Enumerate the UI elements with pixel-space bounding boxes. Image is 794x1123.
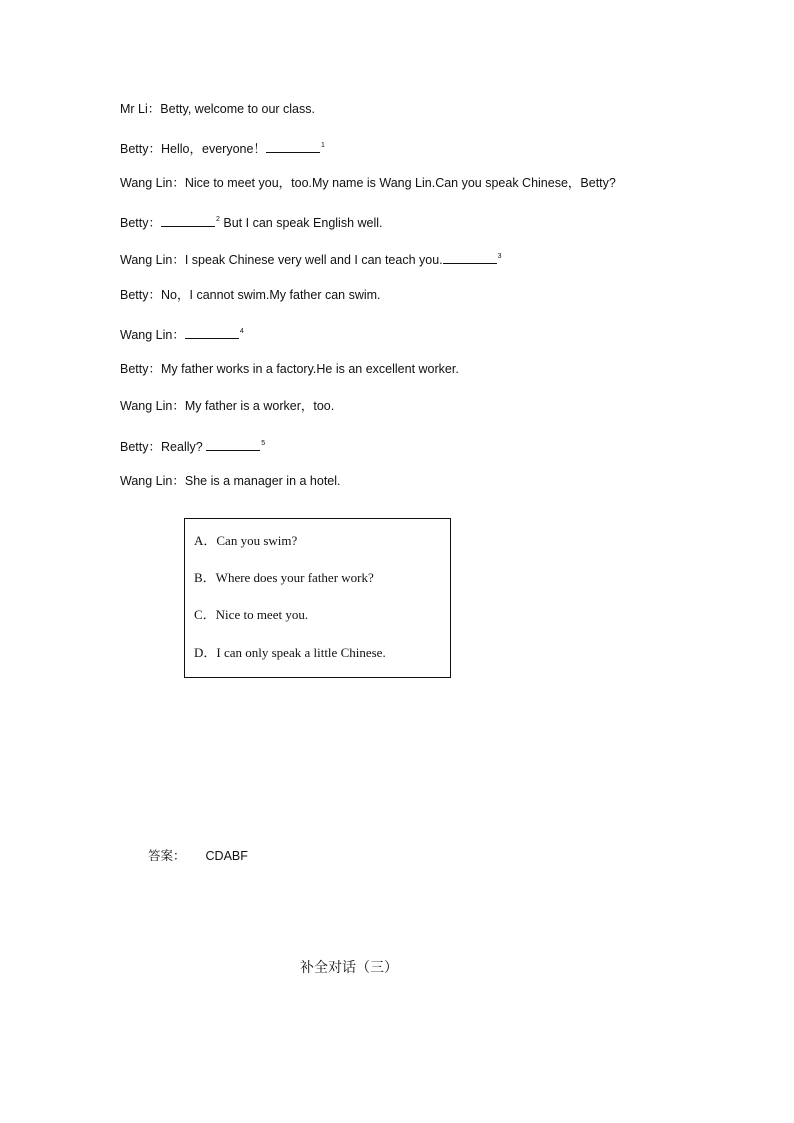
- line-text: Nice to meet you，too.My name is Wang Lin.Can you speak Chinese，Betty?: [184, 176, 616, 190]
- blank-number: 2: [216, 216, 220, 223]
- option-a: A．Can you swim?: [194, 533, 298, 548]
- dialogue-line: [120, 249, 502, 268]
- speaker-separator: ：: [147, 102, 161, 116]
- option-c: C．Nice to meet you.: [194, 607, 309, 622]
- dialogue-line: [120, 287, 381, 303]
- speaker-name: Wang Lin: [120, 176, 173, 190]
- line-text: My father works in a factory.He is an excellent worker.: [161, 362, 459, 376]
- dialogue-line: [120, 138, 325, 157]
- answer-blank: [206, 438, 260, 451]
- option-d: D．I can only speak a little Chinese.: [194, 645, 386, 660]
- speaker-separator: ：: [172, 474, 185, 488]
- options-box: [184, 518, 451, 678]
- speaker-separator: ：: [148, 362, 162, 376]
- line-text-after: But I can speak English well.: [219, 216, 383, 230]
- dialogue-line: [120, 473, 341, 489]
- answer-blank: [185, 326, 239, 339]
- speaker-separator: ：: [172, 176, 185, 190]
- answer-value: CDABF: [205, 849, 248, 863]
- dialogue-line: [120, 175, 616, 191]
- answer-blank: [443, 251, 497, 264]
- speaker-separator: ：: [148, 288, 162, 302]
- line-text: Really?: [161, 440, 207, 454]
- speaker-name: Betty: [120, 216, 149, 230]
- line-text: She is a manager in a hotel.: [184, 474, 341, 488]
- blank-number: 1: [320, 142, 325, 149]
- dialogue-line: [120, 212, 383, 231]
- speaker-separator: ：: [148, 142, 162, 156]
- blank-number: 4: [239, 328, 244, 335]
- speaker-name: Betty: [120, 440, 149, 454]
- speaker-separator: ：: [148, 440, 162, 454]
- answer-blank: [161, 214, 215, 227]
- line-text: My father is a worker，too.: [184, 399, 335, 413]
- speaker-name: Wang Lin: [120, 399, 173, 413]
- line-text: Hello，everyone！: [161, 142, 266, 156]
- dialogue-line: [120, 398, 334, 414]
- dialogue-line: [120, 324, 244, 343]
- speaker-name: Wang Lin: [120, 253, 173, 267]
- section-title: 补全对话（三）: [300, 960, 398, 976]
- dialogue-line: [120, 101, 315, 117]
- speaker-name: Wang Lin: [120, 474, 173, 488]
- line-text: Betty, welcome to our class.: [160, 102, 315, 116]
- option-b: B．Where does your father work?: [194, 570, 374, 585]
- speaker-separator: ：: [148, 216, 162, 230]
- speaker-name: Betty: [120, 288, 149, 302]
- speaker-name: Betty: [120, 362, 149, 376]
- dialogue-line: [120, 436, 265, 455]
- speaker-separator: ：: [172, 253, 185, 267]
- line-text: No，I cannot swim.My father can swim.: [161, 288, 381, 302]
- speaker-name: Wang Lin: [120, 328, 173, 342]
- answer-label: 答案：: [148, 849, 186, 863]
- answer-line: [148, 846, 248, 864]
- speaker-name: Mr Li: [120, 102, 148, 116]
- speaker-separator: ：: [172, 399, 185, 413]
- answer-blank: [266, 140, 320, 153]
- speaker-separator: ：: [172, 328, 185, 342]
- blank-number: 3: [497, 253, 502, 260]
- blank-number: 5: [261, 440, 266, 447]
- speaker-name: Betty: [120, 142, 149, 156]
- dialogue-line: [120, 361, 459, 377]
- line-text: I speak Chinese very well and I can teach you.: [184, 253, 443, 267]
